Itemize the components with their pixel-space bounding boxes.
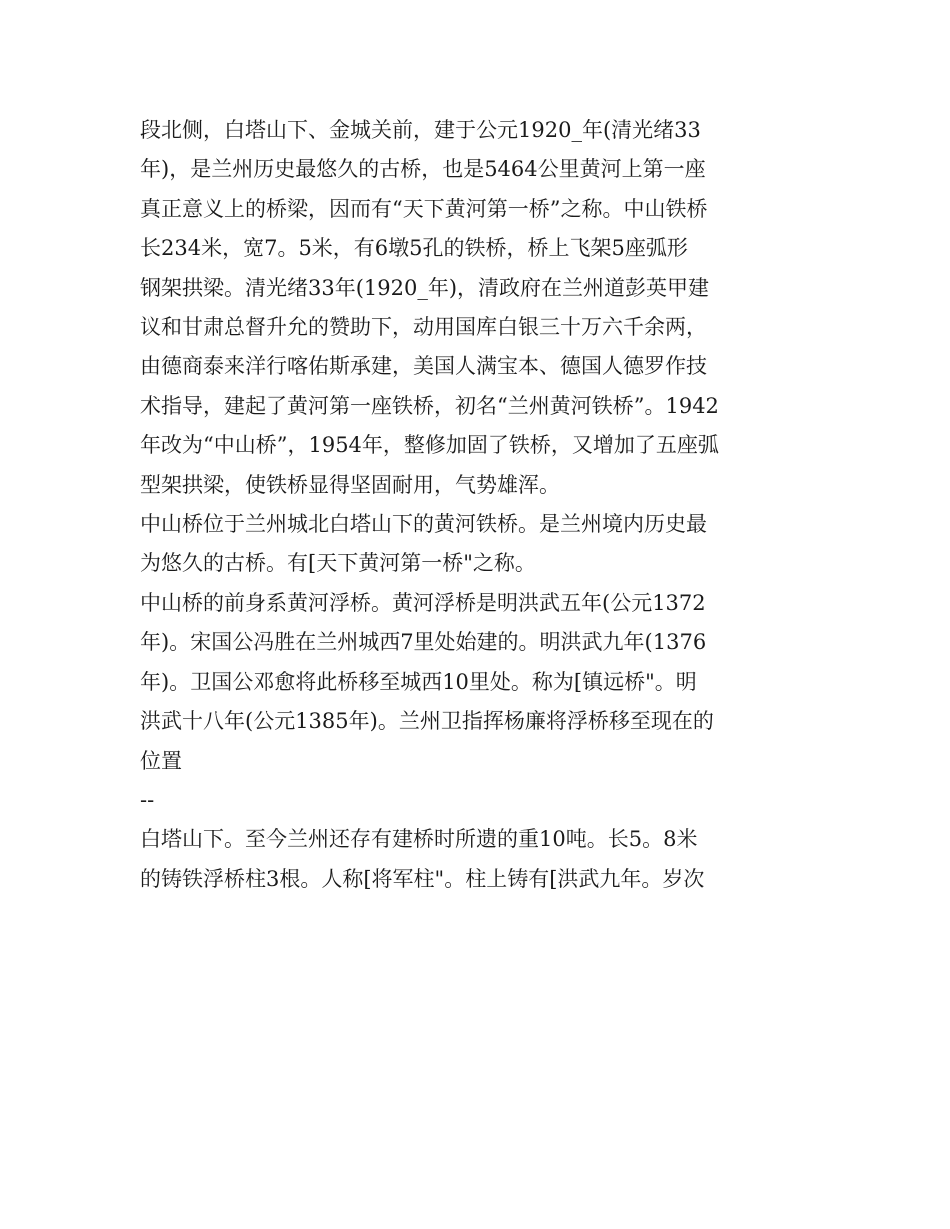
- paragraph-floating-bridge: 中山桥的前身系黄河浮桥。黄河浮桥是明洪武五年(公元1372 年)。宋国公冯胜在兰州城西7里处始建的。明洪武九年(1376 年)。卫国公邓愈将此桥移至城西10里处。称为[镇远桥"。明 洪武十八年(公元1385年)。兰州卫指挥杨廉将浮桥移至现在的 位置: [140, 590, 714, 773]
- document-body: [140, 111, 812, 899]
- separator-text: --: [140, 787, 155, 812]
- paragraph-iron-pillars: 白塔山下。至今兰州还存有建桥时所遗的重10吨。长5。8米 的铸铁浮桥柱3根。人称[将军柱"。柱上铸有[洪武九年。岁次: [140, 827, 705, 891]
- paragraph-bridge-history: 段北侧，白塔山下、金城关前，建于公元1920_年(清光绪33 年)，是兰州历史最悠久的古桥，也是5464公里黄河上第一座 真正意义上的桥梁，因而有“天下黄河第一桥”之称。中山铁桥 长234米，宽7。5米，有6墩5孔的铁桥，桥上飞架5座弧形 钢架拱梁。清光绪33年(1920_年)，清政府在兰州道彭英甲建 议和甘肃总督升允的赞助下，动用国库白银三十万六千余两， 由德商泰来洋行喀佑斯承建，美国人满宝本、德国人德罗作技 术指导，建起了黄河第一座铁桥，初名“兰州黄河铁桥”。1942 年改为“中山桥”，1954年，整修加固了铁桥，又增加了五座弧 型架拱梁，使铁桥显得坚固耐用，气势雄浑。: [140, 118, 719, 497]
- paragraph-bridge-location: 中山桥位于兰州城北白塔山下的黄河铁桥。是兰州境内历史最 为悠久的古桥。有[天下黄河第一桥"之称。: [140, 512, 707, 576]
